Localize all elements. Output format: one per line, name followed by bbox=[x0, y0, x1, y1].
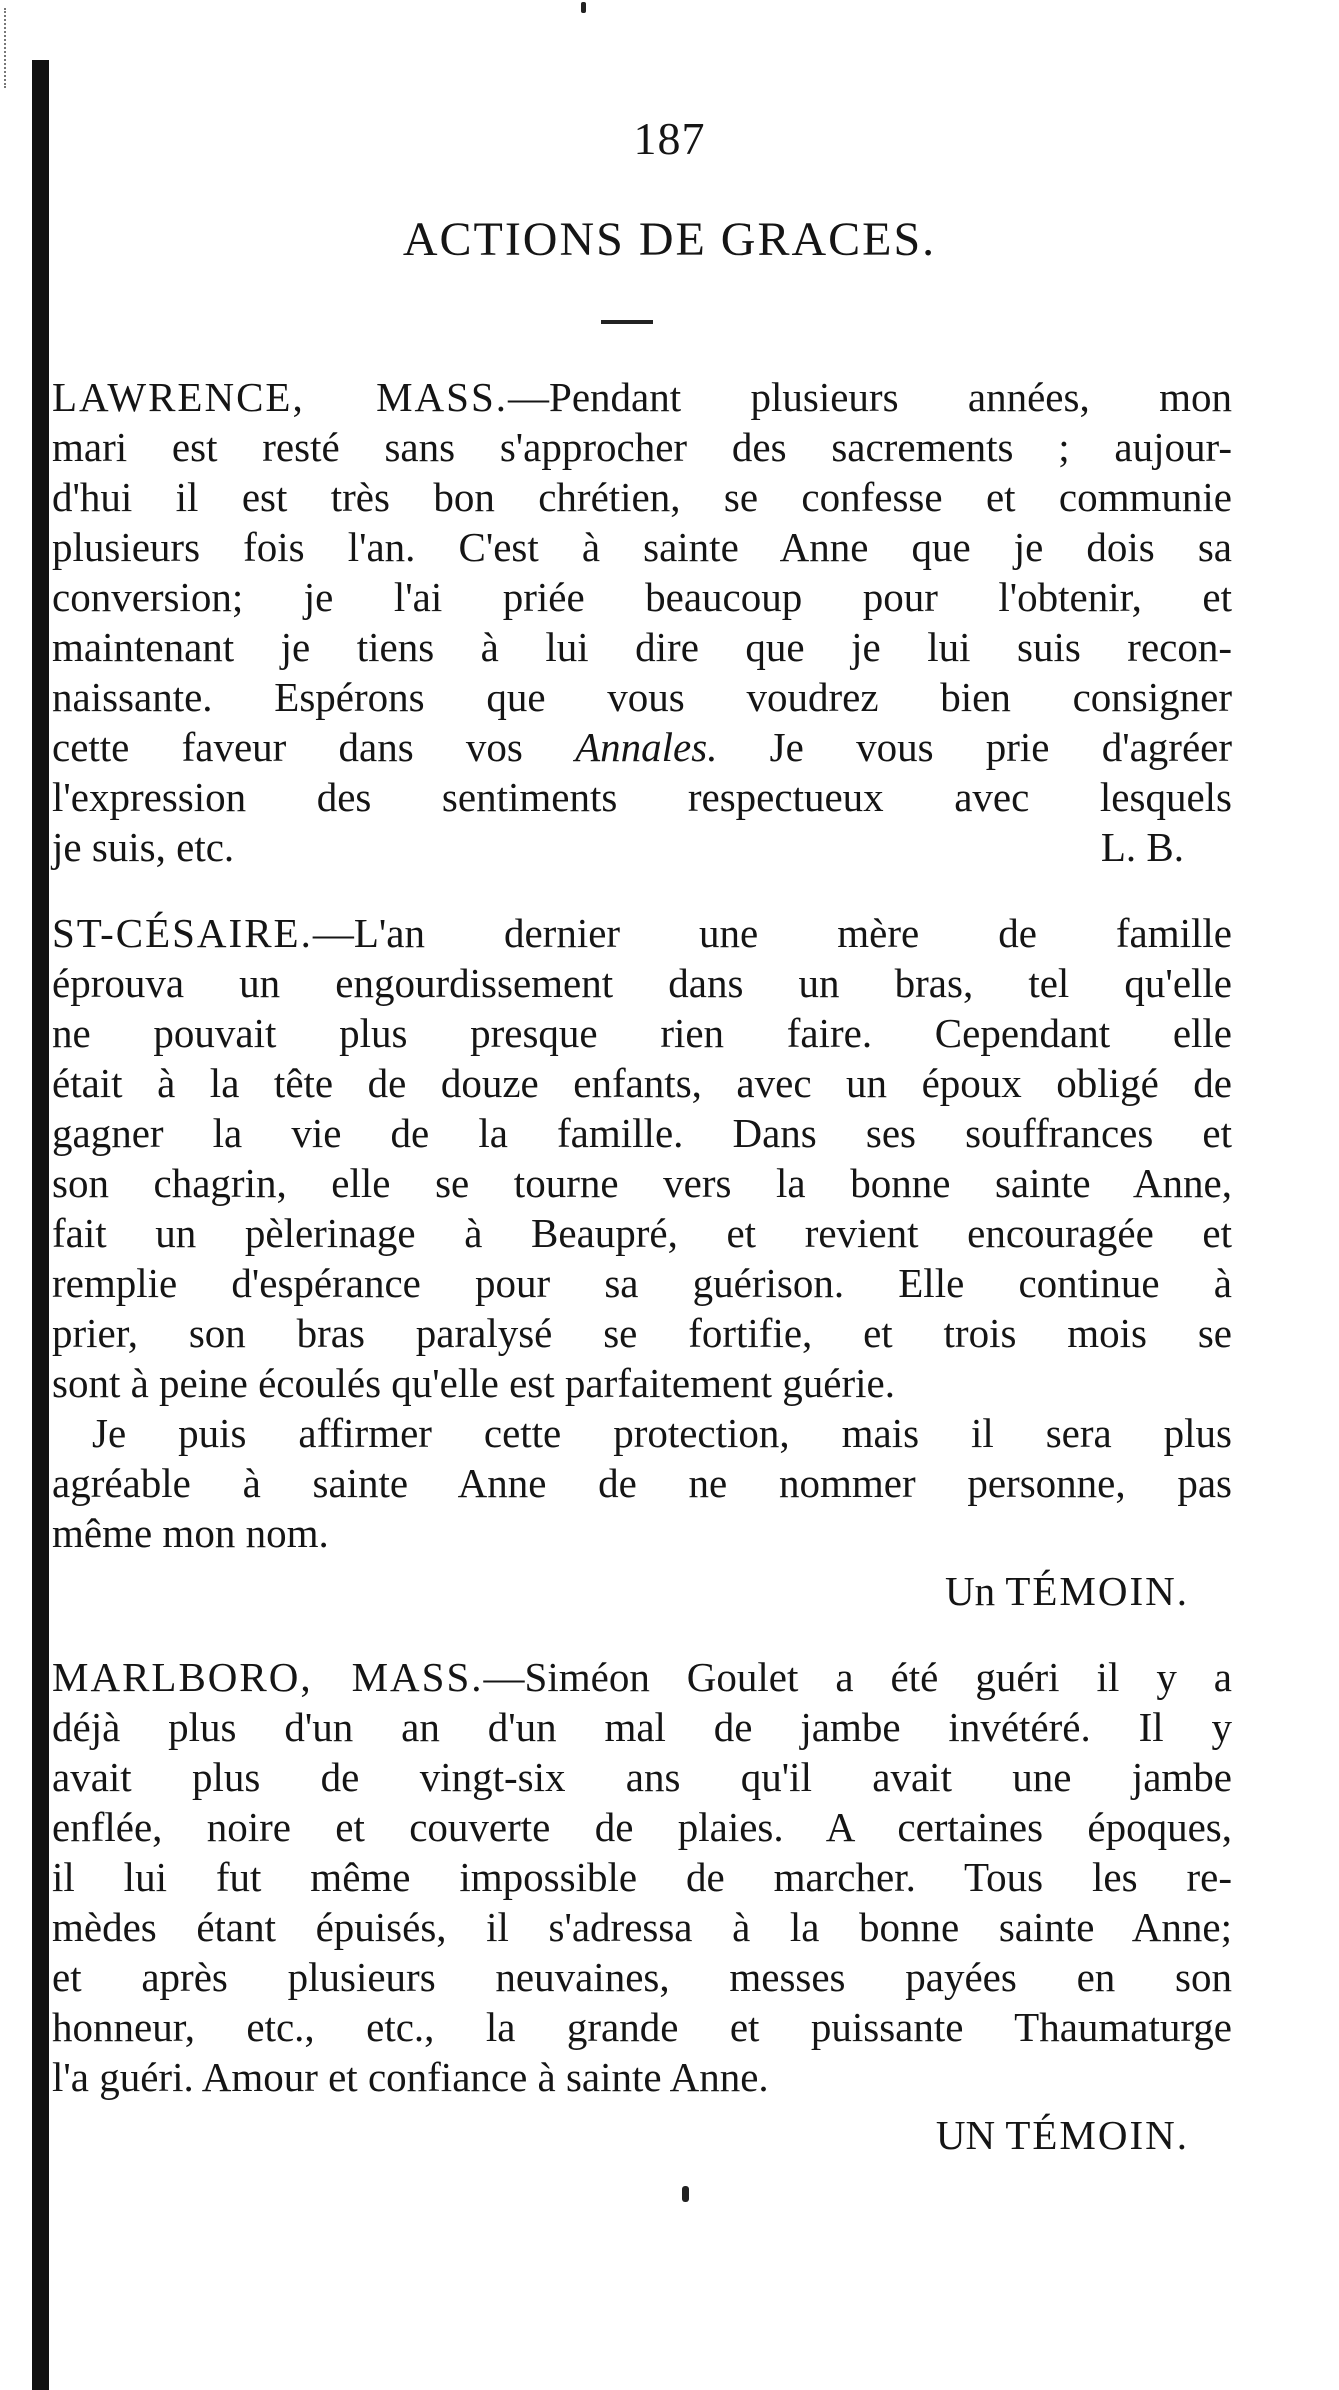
letter-2-line-11: Je puis affirmer cette protection, mais il sera plus bbox=[92, 1410, 1232, 1456]
letter-1-line-8: cette faveur dans vos Annales. Je vous prie d'agréer bbox=[52, 724, 1233, 770]
letter-2-line-13: même mon nom. bbox=[52, 1510, 329, 1556]
letter-3-line-7: et après plusieurs neuvaines, messes payées en son bbox=[52, 1954, 1232, 2000]
letter-1-line-9: l'expression des sentiments respectueux avec lesquels bbox=[52, 774, 1232, 820]
letter-1-line-10: je suis, etc. bbox=[52, 824, 235, 870]
letter-3-place: MARLBORO, MASS. bbox=[52, 1654, 484, 1700]
letter-2-line-5: gagner la vie de la famille. Dans ses souffrances et bbox=[52, 1110, 1232, 1156]
left-margin-bar bbox=[32, 60, 49, 2390]
letter-3-line-9: l'a guéri. Amour et confiance à sainte Anne. bbox=[52, 2054, 769, 2100]
letter-3-line-2: déjà plus d'un an d'un mal de jambe invétéré. Il y bbox=[52, 1704, 1232, 1750]
letter-2-line-9: prier, son bras paralysé se fortifie, et trois mois se bbox=[52, 1310, 1232, 1356]
letter-2-place: ST-CÉSAIRE. bbox=[52, 910, 313, 956]
page-title: ACTIONS DE GRACES. bbox=[402, 213, 937, 266]
letter-1-line-2: mari est resté sans s'approcher des sacrements ; aujour- bbox=[52, 424, 1232, 470]
letter-1-line-7: naissante. Espérons que vous voudrez bien consigner bbox=[52, 674, 1232, 720]
letter-1-signature: L. B. bbox=[1100, 824, 1184, 870]
annales-title: Annales. bbox=[575, 724, 718, 770]
letter-3-line-5: il lui fut même impossible de marcher. Tous les re- bbox=[52, 1854, 1232, 1900]
letter-2-line-1: ST-CÉSAIRE.—L'an dernier une mère de famille bbox=[52, 910, 1232, 956]
letter-2-line-3: ne pouvait plus presque rien faire. Cependant elle bbox=[52, 1010, 1232, 1056]
letter-2-line-12: agréable à sainte Anne de ne nommer personne, pas bbox=[52, 1460, 1232, 1506]
letter-3-line-4: enflée, noire et couverte de plaies. A certaines époques, bbox=[52, 1804, 1232, 1850]
left-ink-specks bbox=[4, 8, 11, 88]
letter-2-line-7: fait un pèlerinage à Beaupré, et revient encouragée et bbox=[52, 1210, 1232, 1256]
letter-2-line-10: sont à peine écoulés qu'elle est parfaitement guérie. bbox=[52, 1360, 895, 1406]
title-rule bbox=[601, 320, 653, 324]
letter-1-line-5: conversion; je l'ai priée beaucoup pour l'obtenir, et bbox=[52, 574, 1232, 620]
top-ink-speck bbox=[581, 2, 586, 13]
letter-2-line-6: son chagrin, elle se tourne vers la bonne sainte Anne, bbox=[52, 1160, 1232, 1206]
letter-1-line-1: LAWRENCE, MASS.—Pendant plusieurs années, mon bbox=[52, 374, 1232, 420]
letter-2-line-8: remplie d'espérance pour sa guérison. Elle continue à bbox=[52, 1260, 1232, 1306]
letter-1-line-6: maintenant je tiens à lui dire que je lui suis recon- bbox=[52, 624, 1232, 670]
letter-1-place: LAWRENCE, MASS. bbox=[52, 374, 509, 420]
bottom-ink-mark bbox=[682, 2186, 689, 2202]
letter-3-signature: UN TÉMOIN. bbox=[935, 2112, 1189, 2158]
letter-3-line-6: mèdes étant épuisés, il s'adressa à la bonne sainte Anne; bbox=[52, 1904, 1232, 1950]
letter-3-line-8: honneur, etc., etc., la grande et puissante Thaumaturge bbox=[52, 2004, 1232, 2050]
letter-3-line-3: avait plus de vingt-six ans qu'il avait une jambe bbox=[52, 1754, 1232, 1800]
letter-2-signature: Un TÉMOIN. bbox=[944, 1568, 1189, 1614]
letter-3-line-1: MARLBORO, MASS.—Siméon Goulet a été guéri il y a bbox=[52, 1654, 1232, 1700]
letter-1-line-4: plusieurs fois l'an. C'est à sainte Anne que je dois sa bbox=[52, 524, 1232, 570]
letter-2-line-4: était à la tête de douze enfants, avec un époux obligé de bbox=[52, 1060, 1232, 1106]
page-number: 187 bbox=[633, 113, 706, 164]
letter-1-line-3: d'hui il est très bon chrétien, se confesse et communie bbox=[52, 474, 1232, 520]
letter-2-line-2: éprouva un engourdissement dans un bras, tel qu'elle bbox=[52, 960, 1232, 1006]
